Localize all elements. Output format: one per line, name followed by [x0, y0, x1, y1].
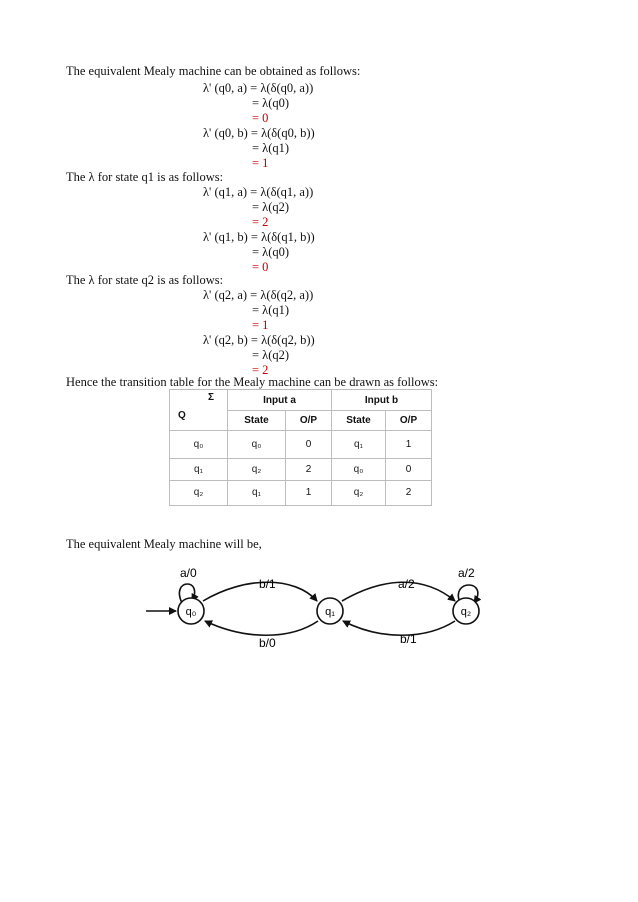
- state-q2-label: q₂: [460, 606, 472, 618]
- table-row: [170, 458, 432, 480]
- eq-q1-b: λ' (q1, b) = λ(δ(q1, b)): [203, 230, 315, 244]
- table-row: [170, 431, 432, 458]
- intro-q1: The λ for state q1 is as follows:: [66, 170, 224, 184]
- eq-q2-b-step: = λ(q2): [252, 348, 290, 362]
- state-q1-label: q₁: [325, 606, 335, 618]
- eq-q2-b: λ' (q2, b) = λ(δ(q2, b)): [203, 333, 315, 347]
- b-output: 2: [386, 480, 432, 505]
- b-next-state: q₁: [332, 431, 386, 458]
- input-b-header: Input b: [332, 390, 432, 411]
- label-q1-q0: b/0: [259, 636, 276, 650]
- b-output: 0: [386, 458, 432, 480]
- intro-table: Hence the transition table for the Mealy machine can be drawn as follows:: [66, 375, 439, 389]
- b-output: 1: [386, 431, 432, 458]
- label-q0-q1: b/1: [259, 577, 276, 591]
- input-a-header: Input a: [228, 390, 332, 411]
- a-next-state: q₀: [228, 431, 286, 458]
- eq-q2-a-result: = 1: [252, 318, 269, 332]
- eq-q1-b-step: = λ(q0): [252, 245, 290, 259]
- row-state: q₁: [170, 458, 228, 480]
- a-next-state: q₂: [228, 458, 286, 480]
- b-next-state: q₂: [332, 480, 386, 505]
- eq-q0-a-step: = λ(q0): [252, 96, 290, 110]
- mealy-state-diagram: [0, 560, 638, 660]
- b-next-state: q₀: [332, 458, 386, 480]
- a-op-header: O/P: [286, 411, 332, 431]
- label-q2-self: a/2: [458, 566, 475, 580]
- eq-q1-b-result: = 0: [252, 260, 269, 274]
- eq-q0-b-result: = 1: [252, 156, 269, 170]
- eq-q1-a: λ' (q1, a) = λ(δ(q1, a)): [203, 185, 314, 199]
- eq-q0-a-result: = 0: [252, 111, 269, 125]
- b-state-header: State: [332, 411, 386, 431]
- eq-q2-a-step: = λ(q1): [252, 303, 290, 317]
- table-corner-header: [170, 390, 228, 431]
- a-output: 0: [286, 431, 332, 458]
- eq-q0-b: λ' (q0, b) = λ(δ(q0, b)): [203, 126, 315, 140]
- eq-q1-a-result: = 2: [252, 215, 269, 229]
- edge-q2-q1: [343, 621, 455, 635]
- edge-q1-q0: [205, 621, 318, 635]
- sigma-label: Σ: [208, 392, 215, 403]
- label-q0-self: a/0: [180, 566, 197, 580]
- eq-q0-b-step: = λ(q1): [252, 141, 290, 155]
- row-state: q₂: [170, 480, 228, 505]
- a-output: 1: [286, 480, 332, 505]
- state-q0-label: q₀: [185, 606, 197, 618]
- eq-q0-a: λ' (q0, a) = λ(δ(q0, a)): [203, 81, 314, 95]
- eq-q2-a: λ' (q2, a) = λ(δ(q2, a)): [203, 288, 314, 302]
- row-state: q₀: [170, 431, 228, 458]
- a-state-header: State: [228, 411, 286, 431]
- a-next-state: q₁: [228, 480, 286, 505]
- eq-q2-b-result: = 2: [252, 363, 269, 377]
- intro-q2: The λ for state q2 is as follows:: [66, 273, 224, 287]
- intro-mealy: The equivalent Mealy machine can be obtained as follows:: [66, 64, 361, 78]
- label-q2-q1: b/1: [400, 632, 417, 646]
- a-output: 2: [286, 458, 332, 480]
- q-label: Q: [178, 410, 186, 421]
- table-row: [170, 480, 432, 505]
- label-q1-q2: a/2: [398, 577, 415, 591]
- transition-table: [169, 389, 432, 506]
- intro-diagram: The equivalent Mealy machine will be,: [66, 537, 262, 551]
- eq-q1-a-step: = λ(q2): [252, 200, 290, 214]
- b-op-header: O/P: [386, 411, 432, 431]
